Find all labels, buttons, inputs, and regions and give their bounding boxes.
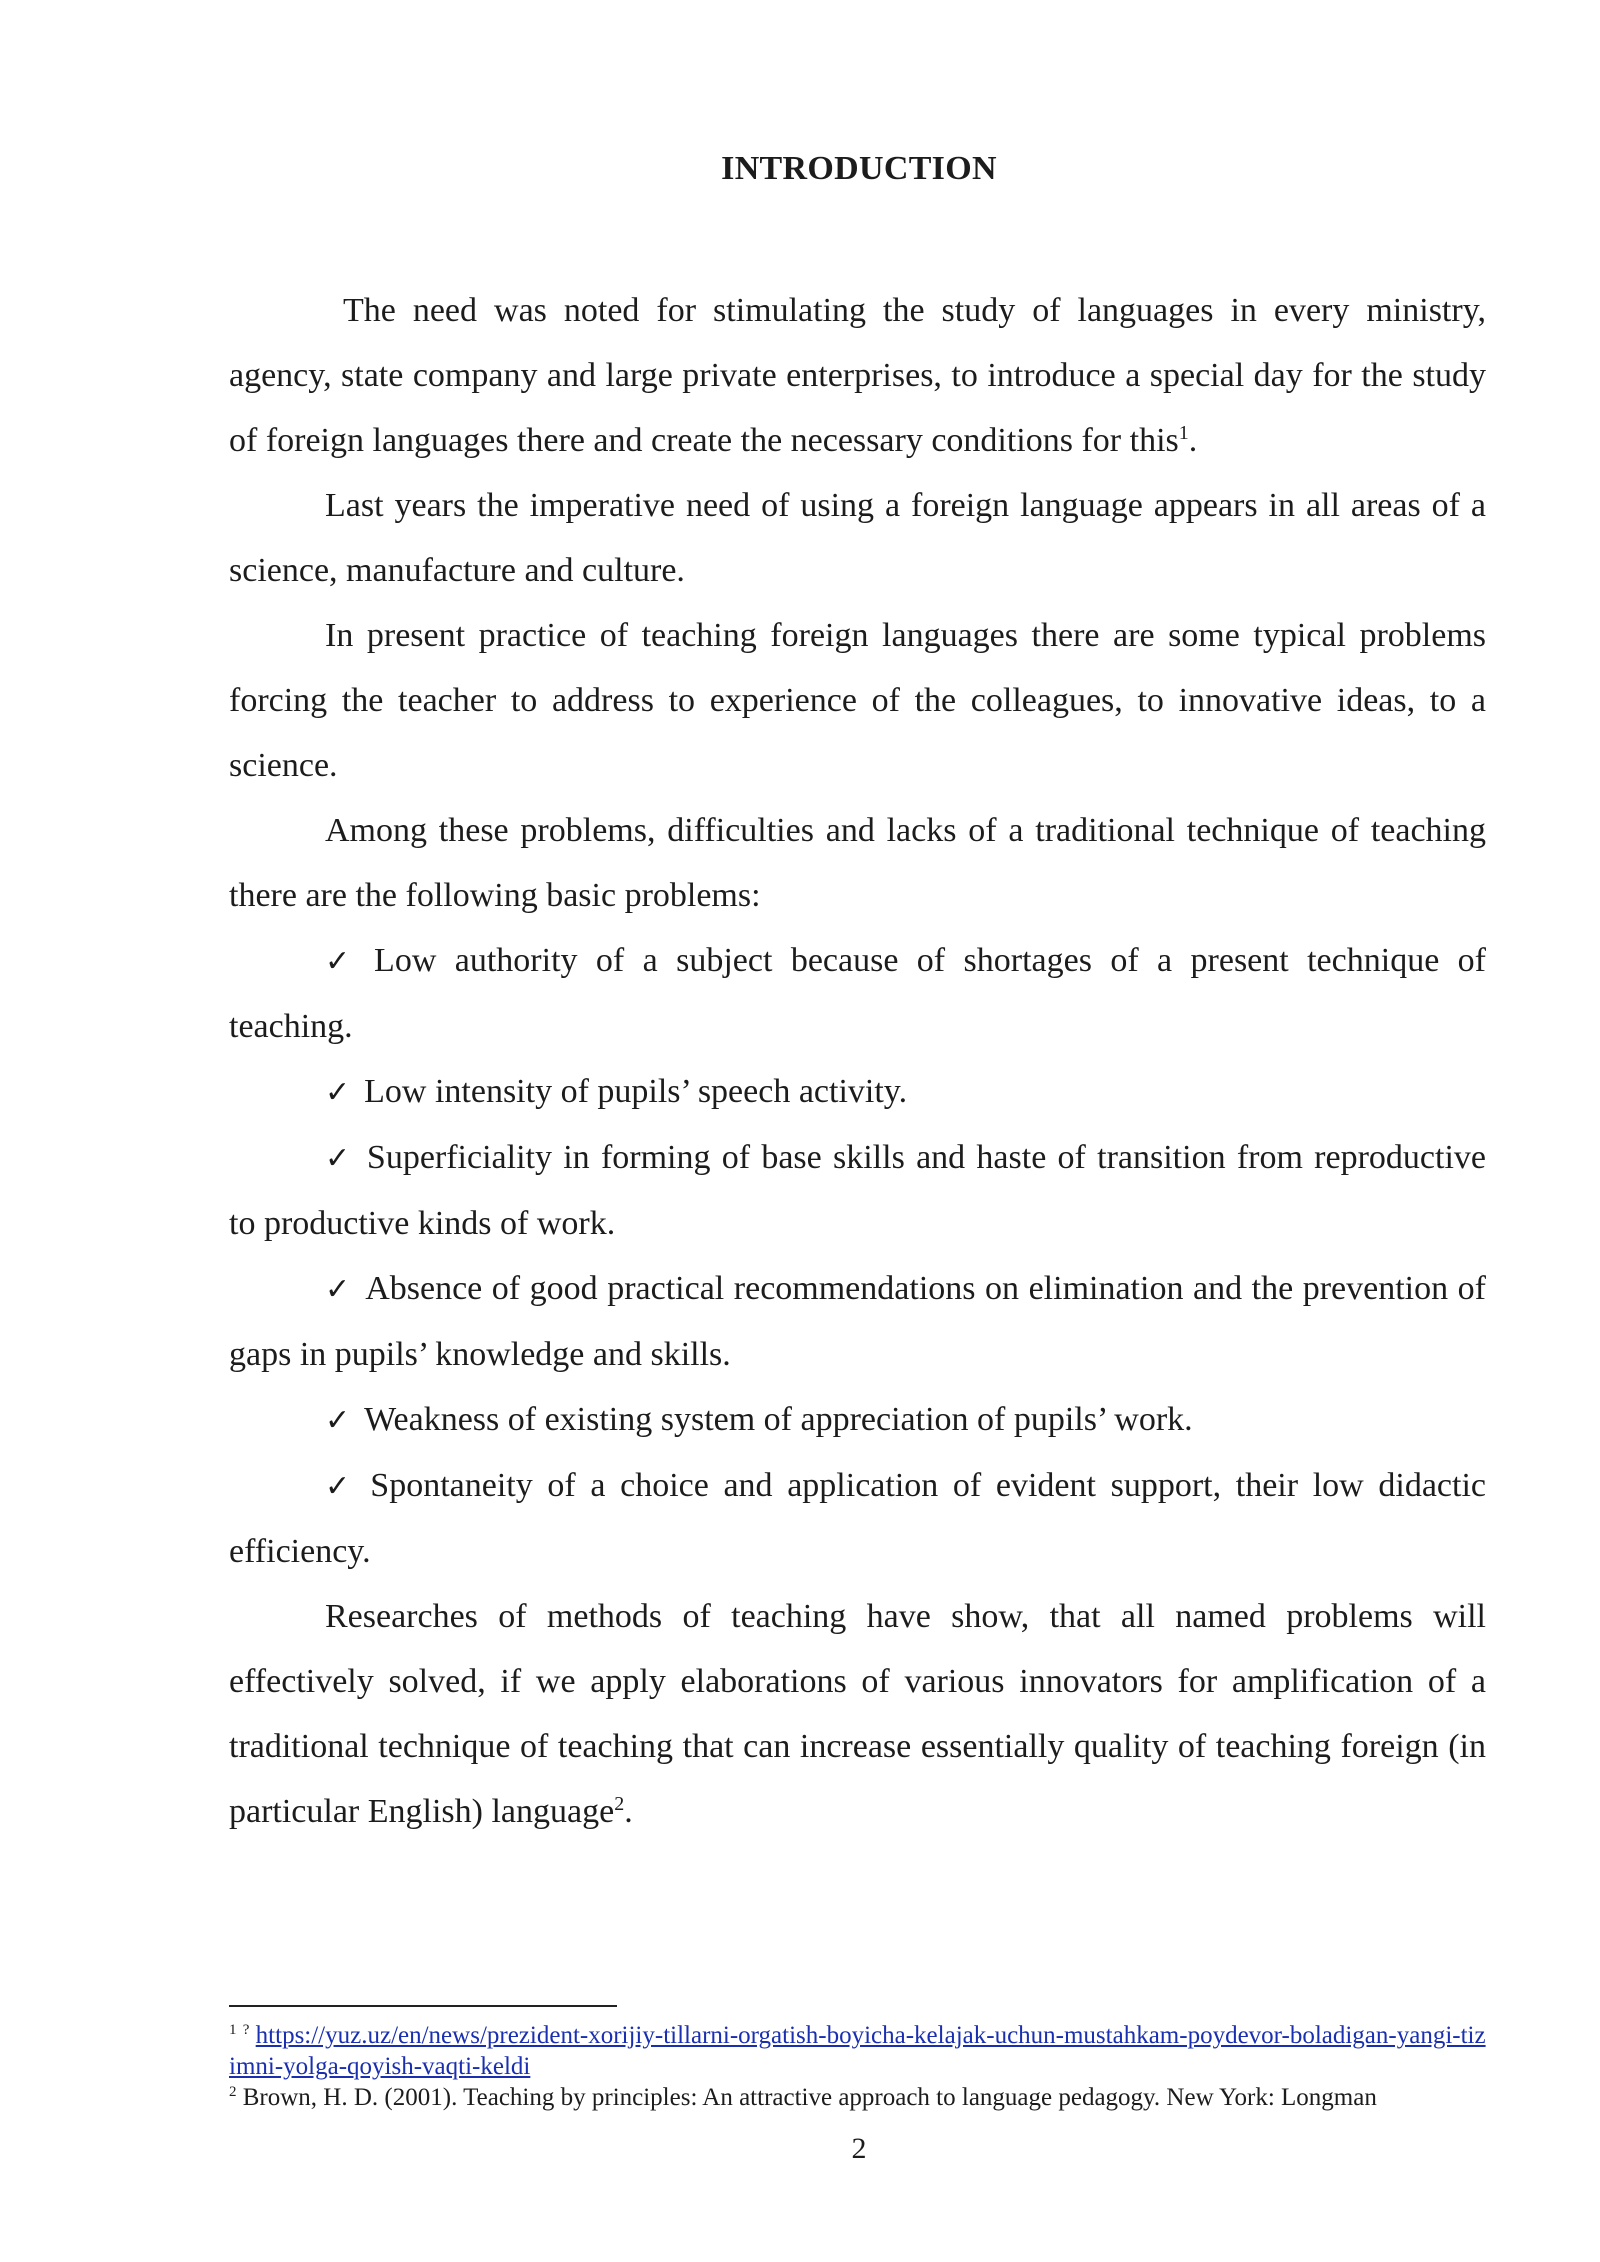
check-item-text: Superficiality in forming of base skills and haste of transition from reproductive to productive kinds of work. [229,1139,1486,1242]
check-item-text: Low intensity of pupils’ speech activity. [364,1073,908,1110]
footnote-1-extra-mark: ? [242,2022,250,2038]
footnote-2 [229,2082,1486,2113]
paragraph-3: In present practice of teaching foreign languages there are some typical problems forcing the teacher to address to experience of the colleagues, to innovative ideas, to a science. [229,617,1486,784]
check-item-text: Weakness of existing system of appreciation of pupils’ work. [364,1401,1193,1438]
footnote-separator [229,2005,617,2007]
paragraph-5-text: Researches of methods of teaching have show, that all named problems will effectively solved, if we apply elaborations of various innovators for amplification of a traditional technique of teaching that can increase essentially quality of teaching foreign (in particular English) language [229,1598,1486,1830]
paragraph-1-end: . [1188,422,1198,459]
check-item-text: Low authority of a subject because of shortages of a present technique of teaching. [229,942,1486,1045]
footnote-ref-1[interactable]: 1 [1178,422,1189,444]
footnote-ref-2[interactable]: 2 [614,1793,625,1815]
check-item [229,1125,1486,1256]
checkmark-icon: ✓ [325,1469,357,1504]
footnotes [229,2020,1486,2113]
section-title: INTRODUCTION [721,150,997,187]
checkmark-icon: ✓ [325,1272,352,1307]
footnote-2-text: Brown, H. D. (2001). Teaching by principles: An attractive approach to language pedagogy. New York: Longman [242,2084,1377,2111]
footnote-2-mark: 2 [229,2084,237,2100]
body-text [229,278,1486,1844]
checkmark-icon: ✓ [325,944,361,979]
check-item [229,928,1486,1059]
footnote-1-mark: 1 [229,2022,237,2038]
paragraph-2: Last years the imperative need of using a foreign language appears in all areas of a science, manufacture and culture. [229,487,1486,589]
paragraph-5-end: . [624,1793,633,1830]
check-item-text: Absence of good practical recommendations on elimination and the prevention of gaps in pupils’ knowledge and skills. [229,1270,1486,1373]
check-item [229,1387,1486,1453]
check-item [229,1256,1486,1387]
check-item [229,1059,1486,1125]
paragraph-1-text: The need was noted for stimulating the study of languages in every ministry, agency, state company and large private enterprises, to introduce a special day for the study of foreign languages there and create the necessary conditions for this [229,292,1486,459]
paragraph-1 [229,278,1486,473]
checkmark-icon: ✓ [325,1141,353,1176]
page-number: 2 [851,2132,867,2165]
checkmark-icon: ✓ [325,1403,351,1438]
check-item [229,1453,1486,1584]
footnote-1-link[interactable]: https://yuz.uz/en/news/prezident-xorijiy-tillarni-orgatish-boyicha-kelajak-uchun-mustahkam-poydevor-boladigan-yangi-tizimni-yolga-qoyish-vaqti-keldi [229,2022,1486,2080]
paragraph-4: Among these problems, difficulties and lacks of a traditional technique of teaching there are the following basic problems: [229,812,1486,914]
checkmark-icon: ✓ [325,1075,351,1110]
paragraph-5 [229,1584,1486,1844]
check-item-text: Spontaneity of a choice and application of evident support, their low didactic efficiency. [229,1467,1486,1570]
footnote-1 [229,2020,1486,2082]
